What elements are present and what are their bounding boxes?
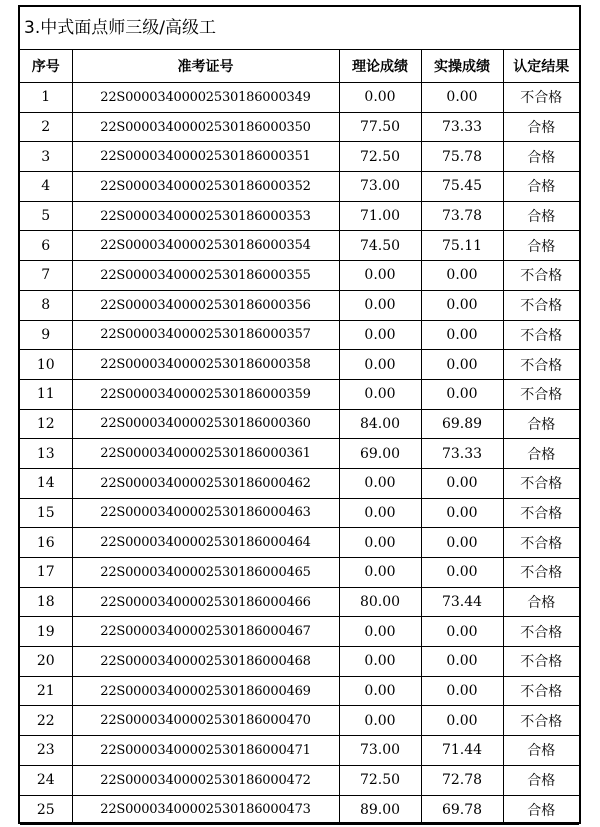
table-row	[20, 201, 579, 231]
row-result: 合格	[503, 231, 579, 261]
row-theory-score: 0.00	[339, 528, 421, 558]
table-row	[20, 795, 579, 825]
header-theory-score: 理论成绩	[339, 50, 421, 83]
row-seq: 3	[20, 142, 72, 172]
row-seq: 25	[20, 795, 72, 825]
row-theory-score: 80.00	[339, 587, 421, 617]
table-row	[20, 617, 579, 647]
row-result: 合格	[503, 142, 579, 172]
row-ticket-no: 22S00003400002530186000471	[72, 736, 339, 766]
row-theory-score: 0.00	[339, 379, 421, 409]
row-practical-score: 0.00	[421, 706, 503, 736]
header-seq: 序号	[20, 50, 72, 83]
row-practical-score: 75.11	[421, 231, 503, 261]
row-ticket-no: 22S00003400002530186000355	[72, 261, 339, 291]
header-row	[20, 50, 579, 83]
row-theory-score: 0.00	[339, 83, 421, 113]
table-row	[20, 379, 579, 409]
table-row	[20, 528, 579, 558]
row-ticket-no: 22S00003400002530186000468	[72, 647, 339, 677]
row-ticket-no: 22S00003400002530186000360	[72, 409, 339, 439]
table-row	[20, 350, 579, 380]
table-row	[20, 765, 579, 795]
header-ticket-no: 准考证号	[72, 50, 339, 83]
row-seq: 20	[20, 647, 72, 677]
table-row	[20, 231, 579, 261]
row-theory-score: 0.00	[339, 647, 421, 677]
row-seq: 6	[20, 231, 72, 261]
row-theory-score: 0.00	[339, 558, 421, 588]
row-ticket-no: 22S00003400002530186000465	[72, 558, 339, 588]
results-table	[20, 50, 579, 825]
row-theory-score: 74.50	[339, 231, 421, 261]
row-result: 合格	[503, 201, 579, 231]
row-seq: 24	[20, 765, 72, 795]
table-row	[20, 468, 579, 498]
table-row	[20, 498, 579, 528]
row-practical-score: 0.00	[421, 290, 503, 320]
table-row	[20, 439, 579, 469]
row-ticket-no: 22S00003400002530186000361	[72, 439, 339, 469]
row-practical-score: 0.00	[421, 528, 503, 558]
table-row	[20, 706, 579, 736]
row-seq: 15	[20, 498, 72, 528]
row-theory-score: 73.00	[339, 736, 421, 766]
table-row	[20, 558, 579, 588]
row-seq: 16	[20, 528, 72, 558]
row-theory-score: 72.50	[339, 142, 421, 172]
row-theory-score: 0.00	[339, 617, 421, 647]
row-theory-score: 0.00	[339, 320, 421, 350]
row-practical-score: 75.45	[421, 172, 503, 202]
row-theory-score: 71.00	[339, 201, 421, 231]
row-ticket-no: 22S00003400002530186000463	[72, 498, 339, 528]
table-row	[20, 112, 579, 142]
row-result: 合格	[503, 112, 579, 142]
header-practical-score: 实操成绩	[421, 50, 503, 83]
row-ticket-no: 22S00003400002530186000473	[72, 795, 339, 825]
row-theory-score: 72.50	[339, 765, 421, 795]
row-result: 合格	[503, 795, 579, 825]
row-seq: 8	[20, 290, 72, 320]
row-seq: 22	[20, 706, 72, 736]
row-practical-score: 73.78	[421, 201, 503, 231]
row-result: 合格	[503, 409, 579, 439]
row-practical-score: 73.44	[421, 587, 503, 617]
row-practical-score: 73.33	[421, 112, 503, 142]
row-ticket-no: 22S00003400002530186000349	[72, 83, 339, 113]
row-practical-score: 0.00	[421, 498, 503, 528]
row-ticket-no: 22S00003400002530186000353	[72, 201, 339, 231]
row-practical-score: 0.00	[421, 350, 503, 380]
row-seq: 14	[20, 468, 72, 498]
row-result: 不合格	[503, 706, 579, 736]
row-ticket-no: 22S00003400002530186000359	[72, 379, 339, 409]
row-ticket-no: 22S00003400002530186000464	[72, 528, 339, 558]
row-result: 合格	[503, 765, 579, 795]
row-result: 不合格	[503, 558, 579, 588]
row-result: 不合格	[503, 320, 579, 350]
row-practical-score: 0.00	[421, 468, 503, 498]
row-ticket-no: 22S00003400002530186000472	[72, 765, 339, 795]
table-row	[20, 261, 579, 291]
sheet-title: 3.中式面点师三级/高级工	[20, 7, 579, 50]
row-theory-score: 69.00	[339, 439, 421, 469]
row-practical-score: 0.00	[421, 83, 503, 113]
row-result: 不合格	[503, 647, 579, 677]
table-row	[20, 647, 579, 677]
row-ticket-no: 22S00003400002530186000350	[72, 112, 339, 142]
row-theory-score: 73.00	[339, 172, 421, 202]
row-practical-score: 69.78	[421, 795, 503, 825]
row-result: 不合格	[503, 528, 579, 558]
table-row	[20, 736, 579, 766]
row-theory-score: 0.00	[339, 350, 421, 380]
row-practical-score: 0.00	[421, 261, 503, 291]
row-ticket-no: 22S00003400002530186000466	[72, 587, 339, 617]
row-seq: 2	[20, 112, 72, 142]
row-ticket-no: 22S00003400002530186000469	[72, 676, 339, 706]
row-seq: 17	[20, 558, 72, 588]
table-row	[20, 320, 579, 350]
row-seq: 23	[20, 736, 72, 766]
row-ticket-no: 22S00003400002530186000354	[72, 231, 339, 261]
table-row	[20, 587, 579, 617]
row-ticket-no: 22S00003400002530186000467	[72, 617, 339, 647]
row-seq: 19	[20, 617, 72, 647]
row-ticket-no: 22S00003400002530186000470	[72, 706, 339, 736]
row-practical-score: 0.00	[421, 617, 503, 647]
row-practical-score: 73.33	[421, 439, 503, 469]
table-row	[20, 290, 579, 320]
row-result: 合格	[503, 587, 579, 617]
row-ticket-no: 22S00003400002530186000351	[72, 142, 339, 172]
row-result: 不合格	[503, 290, 579, 320]
row-practical-score: 0.00	[421, 320, 503, 350]
row-ticket-no: 22S00003400002530186000462	[72, 468, 339, 498]
row-seq: 21	[20, 676, 72, 706]
row-ticket-no: 22S00003400002530186000357	[72, 320, 339, 350]
row-seq: 12	[20, 409, 72, 439]
row-theory-score: 0.00	[339, 706, 421, 736]
row-ticket-no: 22S00003400002530186000358	[72, 350, 339, 380]
table-row	[20, 676, 579, 706]
row-result: 合格	[503, 736, 579, 766]
row-result: 不合格	[503, 83, 579, 113]
table-row	[20, 409, 579, 439]
row-theory-score: 0.00	[339, 261, 421, 291]
row-practical-score: 0.00	[421, 558, 503, 588]
table-row	[20, 83, 579, 113]
row-practical-score: 72.78	[421, 765, 503, 795]
row-practical-score: 0.00	[421, 647, 503, 677]
row-seq: 13	[20, 439, 72, 469]
row-result: 不合格	[503, 379, 579, 409]
row-seq: 10	[20, 350, 72, 380]
row-result: 不合格	[503, 498, 579, 528]
row-seq: 11	[20, 379, 72, 409]
row-seq: 4	[20, 172, 72, 202]
row-theory-score: 0.00	[339, 498, 421, 528]
row-result: 不合格	[503, 261, 579, 291]
row-ticket-no: 22S00003400002530186000352	[72, 172, 339, 202]
row-result: 不合格	[503, 617, 579, 647]
row-seq: 9	[20, 320, 72, 350]
row-result: 不合格	[503, 676, 579, 706]
header-result: 认定结果	[503, 50, 579, 83]
results-sheet	[18, 5, 581, 824]
table-row	[20, 172, 579, 202]
row-theory-score: 84.00	[339, 409, 421, 439]
row-practical-score: 75.78	[421, 142, 503, 172]
row-theory-score: 0.00	[339, 676, 421, 706]
row-result: 合格	[503, 439, 579, 469]
row-practical-score: 0.00	[421, 379, 503, 409]
row-theory-score: 77.50	[339, 112, 421, 142]
row-result: 不合格	[503, 350, 579, 380]
row-seq: 18	[20, 587, 72, 617]
row-theory-score: 0.00	[339, 468, 421, 498]
row-seq: 7	[20, 261, 72, 291]
table-row	[20, 142, 579, 172]
row-seq: 5	[20, 201, 72, 231]
row-result: 不合格	[503, 468, 579, 498]
row-result: 合格	[503, 172, 579, 202]
row-theory-score: 89.00	[339, 795, 421, 825]
row-theory-score: 0.00	[339, 290, 421, 320]
row-ticket-no: 22S00003400002530186000356	[72, 290, 339, 320]
row-practical-score: 71.44	[421, 736, 503, 766]
row-practical-score: 0.00	[421, 676, 503, 706]
row-practical-score: 69.89	[421, 409, 503, 439]
row-seq: 1	[20, 83, 72, 113]
